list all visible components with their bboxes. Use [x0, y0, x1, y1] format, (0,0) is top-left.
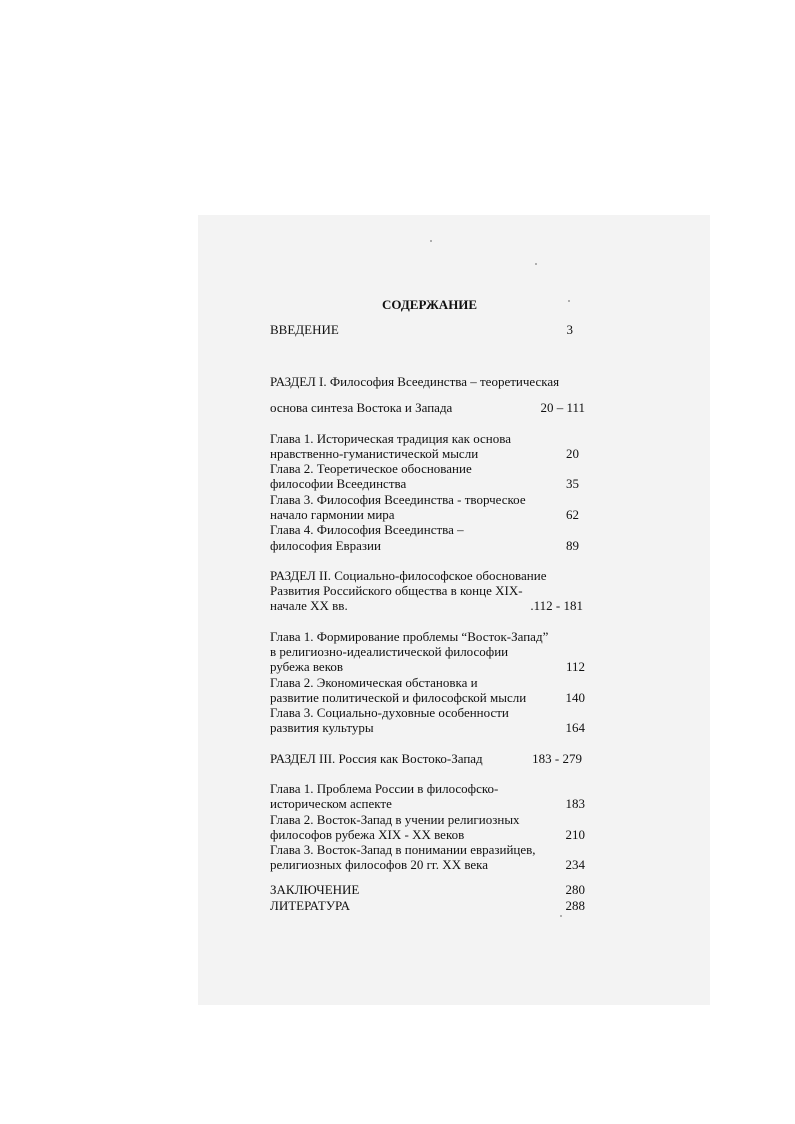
toc-entry-s1-ch3-line-1: Глава 3. Философия Всеединства - творческое [270, 492, 526, 507]
toc-entry-s3-ch1-line-1: Глава 1. Проблема России в философско- [270, 781, 499, 796]
toc-page-s1-ch2: 35 [566, 476, 579, 491]
toc-page-conclusion: 280 [565, 882, 585, 897]
toc-entry-s2-ch1-line-2: в религиозно-идеалистической философии [270, 644, 509, 659]
toc-page-section-3: 183 - 279 [532, 751, 582, 766]
scan-speck [560, 915, 562, 917]
toc-page-references: 288 [565, 898, 585, 913]
scan-speck [535, 263, 537, 265]
toc-page-s2-ch2: 140 [565, 690, 585, 705]
toc-entry-s3-ch2-line-1: Глава 2. Восток-Запад в учении религиозных [270, 812, 520, 827]
toc-entry-s3-ch3-line-1: Глава 3. Восток-Запад в понимании евразийцев, [270, 842, 536, 857]
toc-entry-s2-ch1-line-3: рубежа веков [270, 659, 343, 674]
toc-entry-section-1-line-1: РАЗДЕЛ I. Философия Всеединства – теоретическая [270, 374, 560, 389]
toc-page-s1-ch1: 20 [566, 446, 579, 461]
toc-page-s3-ch3: 234 [565, 857, 585, 872]
toc-entry-references: ЛИТЕРАТУРА [270, 898, 350, 913]
toc-entry-s2-ch1-line-1: Глава 1. Формирование проблемы “Восток-Запад” [270, 629, 549, 644]
toc-entry-section-3: РАЗДЕЛ III. Россия как Востоко-Запад [270, 751, 483, 766]
toc-page-s2-ch1: 112 [565, 659, 585, 674]
toc-entry-s1-ch2-line-2: философии Всеединства [270, 476, 407, 491]
toc-entry-section-2-line-1: РАЗДЕЛ II. Социально-философское обоснование [270, 568, 547, 583]
toc-page-section-1: 20 – 111 [540, 400, 585, 415]
toc-entry-s2-ch3-line-2: развития культуры [270, 720, 374, 735]
toc-entry-s2-ch2-line-1: Глава 2. Экономическая обстановка и [270, 675, 478, 690]
toc-entry-s1-ch2-line-1: Глава 2. Теоретическое обоснование [270, 461, 472, 476]
toc-entry-s2-ch2-line-2: развитие политической и философской мысли [270, 690, 527, 705]
toc-entry-s3-ch2-line-2: философов рубежа XIX - XX веков [270, 827, 465, 842]
toc-entry-s3-ch3-line-2: религиозных философов 20 гг. XX века [270, 857, 489, 872]
toc-page-section-2: .112 - 181 [530, 598, 583, 613]
toc-entry-s1-ch1-line-1: Глава 1. Историческая традиция как основа [270, 431, 511, 446]
scan-speck [430, 240, 432, 242]
toc-page-s1-ch3: 62 [566, 507, 579, 522]
toc-entry-s3-ch1-line-2: историческом аспекте [270, 796, 392, 811]
toc-entry-s1-ch3-line-2: начало гармонии мира [270, 507, 395, 522]
toc-page-s3-ch2: 210 [565, 827, 585, 842]
toc-entry-section-2-line-3: начале XX вв. [270, 598, 348, 613]
toc-entry-s2-ch3-line-1: Глава 3. Социально-духовные особенности [270, 705, 509, 720]
scan-speck [568, 300, 570, 302]
page-title: СОДЕРЖАНИЕ [382, 297, 478, 312]
toc-entry-introduction: ВВЕДЕНИЕ [270, 322, 339, 337]
toc-entry-s1-ch4-line-1: Глава 4. Философия Всеединства – [270, 522, 464, 537]
toc-page-introduction: 3 [566, 322, 573, 337]
toc-entry-conclusion: ЗАКЛЮЧЕНИЕ [270, 882, 360, 897]
toc-entry-section-1-line-2: основа синтеза Востока и Запада [270, 400, 453, 415]
toc-page-s1-ch4: 89 [566, 538, 579, 553]
toc-entry-s1-ch1-line-2: нравственно-гуманистической мысли [270, 446, 479, 461]
toc-entry-s1-ch4-line-2: философия Евразии [270, 538, 381, 553]
toc-page-s3-ch1: 183 [565, 796, 585, 811]
toc-page-s2-ch3: 164 [565, 720, 585, 735]
toc-entry-section-2-line-2: Развития Российского общества в конце XIX- [270, 583, 523, 598]
